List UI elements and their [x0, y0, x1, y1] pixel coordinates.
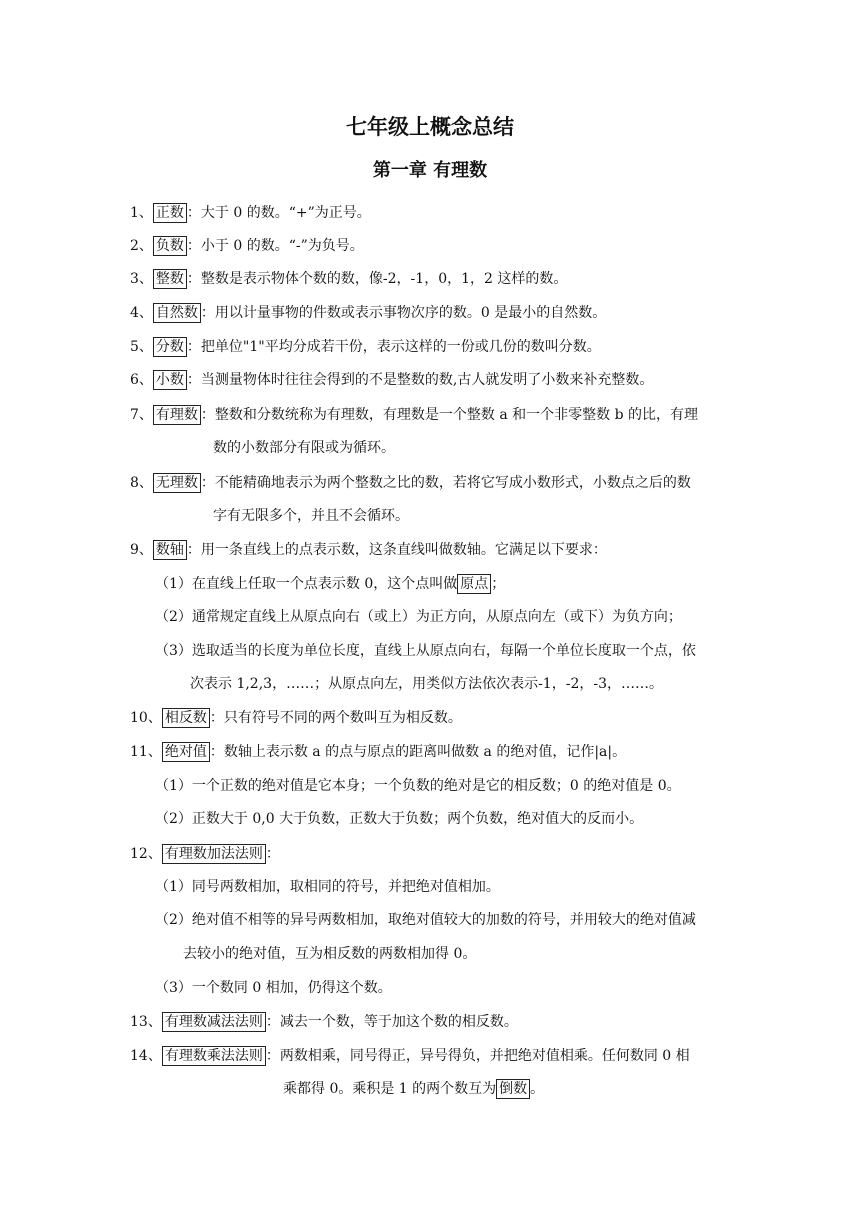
item-text: ：用一条直线上的点表示数，这条直线叫做数轴。它满足以下要求：	[186, 542, 607, 558]
item-number: 8、	[130, 475, 153, 491]
term-box: 原点	[457, 574, 491, 594]
item-text: ：两数相乘，同号得正，异号得负，并把绝对值相乘。任何数同 0 相	[265, 1048, 690, 1064]
definition-item	[130, 302, 606, 324]
term-box: 自然数	[153, 303, 201, 323]
sub-item	[155, 909, 696, 931]
term-box: 无理数	[153, 473, 201, 493]
sub-item	[155, 573, 505, 595]
item-text: （2）绝对值不相等的异号两数相加，取绝对值较大的加数的符号，并用较大的绝对值减	[155, 912, 696, 928]
item-text: （1）在直线上任取一个点表示数 0，这个点叫做	[155, 576, 458, 592]
sub-item-continuation	[190, 673, 663, 695]
definition-item	[130, 202, 371, 224]
definition-item	[130, 472, 691, 494]
sub-item	[155, 977, 392, 999]
definition-item	[130, 369, 653, 391]
definition-item	[130, 741, 626, 763]
definition-item	[130, 268, 567, 290]
item-text: ：数轴上表示数 a 的点与原点的距离叫做数 a 的绝对值，记作|a|。	[209, 744, 627, 760]
item-text: （2）通常规定直线上从原点向右（或上）为正方向，从原点向左（或下）为负方向；	[155, 609, 682, 625]
term-box: 相反数	[162, 708, 210, 728]
item-text: ：只有符号不同的两个数叫互为相反数。	[209, 710, 462, 726]
term-box: 小数	[153, 370, 187, 390]
item-text: ：减去一个数，等于加这个数的相反数。	[265, 1014, 518, 1030]
item-number: 7、	[130, 407, 153, 423]
item-text: （1）同号两数相加，取相同的符号，并把绝对值相加。	[155, 879, 500, 895]
definition-item	[130, 843, 280, 865]
item-number: 6、	[130, 372, 153, 388]
term-box: 有理数减法法则	[162, 1012, 266, 1032]
page-title: 七年级上概念总结	[346, 115, 514, 139]
definition-item	[130, 1045, 690, 1067]
item-text: 。	[530, 1081, 545, 1097]
item-number: 13、	[130, 1014, 162, 1030]
item-text: ：整数是表示物体个数的数，像-2，-1，0，1，2 这样的数。	[186, 271, 568, 287]
item-text: ：用以计量事物的件数或表示事物次序的数。0 是最小的自然数。	[200, 305, 607, 321]
sub-item	[155, 876, 500, 898]
item-text: ：不能精确地表示为两个整数之比的数，若将它写成小数形式，小数点之后的数	[200, 475, 691, 491]
item-text: ：小于 0 的数。“-”为负号。	[186, 238, 364, 254]
item-number: 1、	[130, 205, 153, 221]
term-box: 分数	[153, 337, 187, 357]
item-text: ：把单位"1"平均分成若干份，表示这样的一份或几份的数叫分数。	[186, 339, 601, 355]
item-text: 次表示 1,2,3，……；从原点向左，用类似方法依次表示-1，-2，-3，……。	[190, 676, 663, 692]
sub-item	[155, 775, 681, 797]
item-text: ：	[265, 846, 280, 862]
item-number: 5、	[130, 339, 153, 355]
item-text: （3）选取适当的长度为单位长度，直线上从原点向右，每隔一个单位长度取一个点，依	[155, 643, 696, 659]
term-box: 绝对值	[162, 742, 210, 762]
term-box: 有理数乘法法则	[162, 1046, 266, 1066]
term-box: 倒数	[496, 1079, 530, 1099]
definition-item	[130, 336, 601, 358]
definition-item	[130, 235, 364, 257]
item-number: 12、	[130, 846, 162, 862]
item-text: （2）正数大于 0,0 大于负数，正数大于负数；两个负数，绝对值大的反而小。	[155, 811, 644, 827]
term-box: 整数	[153, 269, 187, 289]
item-number: 2、	[130, 238, 153, 254]
term-box: 有理数加法法则	[162, 844, 266, 864]
definition-continuation	[213, 437, 395, 459]
definition-item	[130, 1011, 518, 1033]
item-number: 4、	[130, 305, 153, 321]
item-number: 14、	[130, 1048, 162, 1064]
term-box: 数轴	[153, 540, 187, 560]
definition-item	[130, 707, 462, 729]
item-text: ：当测量物体时往往会得到的不是整数的数,古人就发明了小数来补充整数。	[186, 372, 654, 388]
item-number: 3、	[130, 271, 153, 287]
term-box: 有理数	[153, 405, 201, 425]
item-text: 字有无限多个，并且不会循环。	[213, 508, 409, 524]
item-text: 乘都得 0。乘积是 1 的两个数互为	[283, 1081, 497, 1097]
sub-item	[155, 640, 696, 662]
item-text: ：大于 0 的数。“+”为正号。	[186, 205, 371, 221]
item-text: （3）一个数同 0 相加，仍得这个数。	[155, 980, 392, 996]
definition-continuation	[213, 505, 409, 527]
sub-item	[155, 606, 682, 628]
item-text: 去较小的绝对值，互为相反数的两数相加得 0。	[183, 946, 477, 962]
sub-item	[155, 808, 643, 830]
item-number: 9、	[130, 542, 153, 558]
definition-item	[130, 404, 698, 426]
item-text: ：整数和分数统称为有理数，有理数是一个整数 a 和一个非零整数 b 的比，有理	[200, 407, 699, 423]
definition-item	[130, 539, 607, 561]
term-box: 负数	[153, 236, 187, 256]
term-box: 正数	[153, 203, 187, 223]
sub-item-continuation	[183, 943, 476, 965]
item-text: （1）一个正数的绝对值是它本身；一个负数的绝对是它的相反数；0 的绝对值是 0。	[155, 778, 681, 794]
item-text: 数的小数部分有限或为循环。	[213, 440, 395, 456]
definition-continuation	[283, 1078, 544, 1100]
chapter-title: 第一章 有理数	[372, 160, 488, 181]
item-number: 10、	[130, 710, 162, 726]
item-text: ；	[491, 576, 506, 592]
item-number: 11、	[130, 744, 162, 760]
